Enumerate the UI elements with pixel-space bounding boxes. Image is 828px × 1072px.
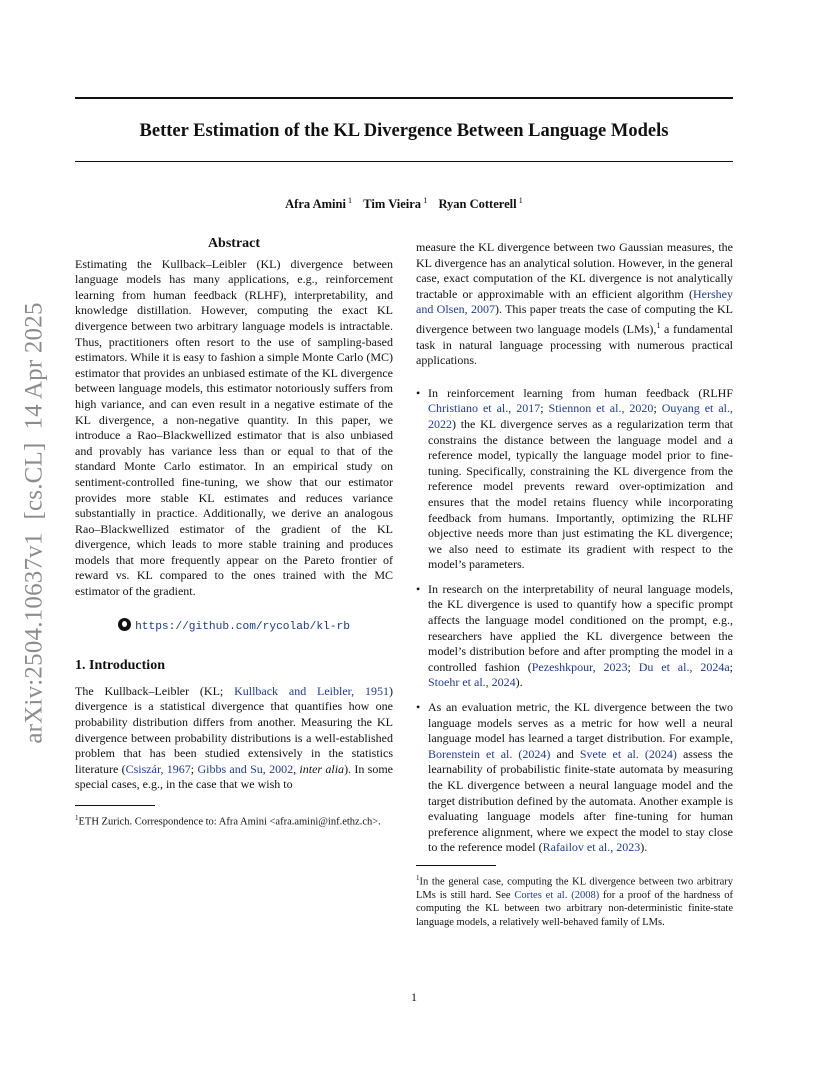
title-rule-top [75,97,733,99]
italic-text: inter alia [299,761,345,776]
text-run: As an evaluation metric, the KL divergence between the two language models serves as a metric for how well a neural language model has learned a target distribution. For example, [428,700,733,746]
arxiv-stamp-text: arXiv:2504.10637v1 [cs.CL] 14 Apr 2025 [21,302,49,744]
footnote-rule [75,805,155,806]
text-run: ). In some special cases, e.g., in the case that we wish to [75,761,394,792]
citation-link[interactable]: Ouyang et al., 2022 [428,401,733,431]
abstract-text: Estimating the Kullback–Leibler (KL) divergence between language models has many applications, e.g., reinforcement learning from human feedback (RLHF), interpretability, and knowledge distillation. However, computing the exact KL divergence between two arbitrary language models is intractable. Thus, practitioners often resort to the use of sampling-based estimators. While it is easy to fashion a simple Monte Carlo (MC) estimator that provides an unbiased estimate of the KL divergence between language models, this estimator notoriously suffers from high variance, and can even result in a negative estimate of the KL divergence, a non-negative quantity. In this paper, we introduce a Rao–Blackwellized estimator that is also unbiased and provably has variance less than or equal to that of the standard Monte Carlo estimator. In an empirical study on sentiment-controlled fine-tuning, we show that our estimator provides more stable KL estimates and reduces variance substantially in practice. Additionally, we derive an analogous Rao–Blackwellized estimator of the gradient of the KL divergence, which leads to more stable training and produces models that more frequently appear on the Pareto frontier of reward vs. KL compared to the ones trained with the MC estimator of the gradient. [75,256,393,599]
citation-link[interactable]: Pezeshkpour, 2023 [531,659,628,674]
intro-paragraph [75,684,393,793]
intro-paragraph-continued [416,240,733,369]
footnote-mark: 1 [75,814,79,822]
author-name: Ryan Cotterell [438,197,517,211]
text-run: a fundamental task in natural language processing with numerous practical applications. [416,321,733,368]
text-run: assess the learnability of probabilistic finite-state automata by measuring the KL divergence between a neural language model and the target distribution defined by the automata. Another example is evaluating language models after fine-tuning for human preference alignment, where we expect the model to stay close to the reference model ( [428,746,733,855]
footnote-text: In the general case, computing the KL divergence between two arbitrary LMs is still hard. See [416,876,733,901]
page-number: 1 [411,990,417,1004]
footnote-marker[interactable]: 1 [656,320,661,330]
github-icon [118,618,131,631]
code-link[interactable] [75,618,393,636]
arxiv-stamp [23,288,47,758]
author-affiliation: 1 [518,195,523,205]
footnote-mark: 1 [416,873,420,882]
application-list [416,386,733,856]
text-run: ; [729,659,734,674]
citation-link[interactable]: Hershey and Olsen, 2007 [416,286,733,317]
text-run: ) the KL divergence serves as a regularization term that constrains the distance between the language model and a reference model, typically the language model prior to fine-tuning. Specifically, constraining the KL divergence from the reference model prevents reward over-optimization and ensures that the model retains fluency while incorporating feedback from humans. Importantly, optimizing the RLHF objective needs more than just estimating the KL divergence; we also need to estimate its gradient with respect to the model’s parameters. [428,416,733,572]
list-item [416,386,733,573]
citation-link[interactable]: Svete et al. (2024) [579,746,677,761]
text-run: ). This paper treats the case of computing the KL divergence between two language models (LMs), [416,302,733,336]
author-name: Tim Vieira [363,197,422,211]
text-run: ) divergence is a statistical divergence that quantifies how one probability distribution differs from another. Measuring the KL divergence between probability distributions is a well-established problem that has been studied extensively in the statistics literature ( [75,683,393,776]
citation-link[interactable]: Csiszár, 1967 [125,761,191,776]
paper-title: Better Estimation of the KL Divergence Between Language Models [139,121,669,141]
left-column [75,236,393,829]
text-run: ). [640,840,648,855]
title-rule-bottom [75,161,733,162]
footnote-kl-hardness [416,872,733,930]
footnote-text: for a proof of the hardness of computing the KL between two arbitrary non-deterministic finite-state language models, a relatively well-behaved family of LMs. [416,889,733,928]
section-heading-introduction: 1. Introduction [75,658,165,674]
author [363,191,427,213]
citation-link[interactable]: Rafailov et al., 2023 [542,840,641,855]
citation-link[interactable]: Kullback and Leibler, 1951 [234,683,389,698]
author [285,191,352,213]
list-item [416,700,733,856]
text-run: The Kullback–Leibler (KL; [75,683,235,698]
author-name: Afra Amini [285,197,346,211]
citation-link[interactable]: Stiennon et al., 2020 [548,401,654,416]
citation-link[interactable]: Cortes et al. (2008) [514,889,600,901]
citation-link[interactable]: Du et al., 2024a [638,659,730,674]
author [438,191,522,213]
abstract-heading: Abstract [207,236,261,251]
citation-link[interactable]: Christiano et al., 2017 [428,401,541,416]
footnote-affiliation [75,812,393,829]
text-run: and [550,746,580,761]
text-run: In reinforcement learning from human feedback (RLHF [428,385,733,400]
code-link-url[interactable]: https://github.com/rycolab/kl-rb [135,620,350,633]
text-run: In research on the interpretability of neural language models, the KL divergence is used to quantify how a specific prompt affects the language model conditioned on the prompt, e.g., researchers have applied the KL divergence between the model’s distribution before and after prompting the model in a controlled fashion ( [428,581,733,674]
author-list [75,191,733,213]
text-run: ; [627,659,639,674]
citation-link[interactable]: Gibbs and Su, 2002 [197,761,294,776]
footnote-text: ETH Zurich. Correspondence to: Afra Amini <afra.amini@inf.ethz.ch>. [78,816,381,828]
text-run: , [293,761,300,776]
text-run: measure the KL divergence between two Gaussian measures, the KL divergence has an analytical solution. However, in the general case, exact computation of the KL divergence is not analytically tractable or approximable with an efficient algorithm ( [416,240,733,301]
footnote-rule [416,865,496,866]
author-affiliation: 1 [347,195,353,205]
text-run: ; [653,401,662,416]
citation-link[interactable]: Borenstein et al. (2024) [428,746,551,761]
text-run: ; [540,401,549,416]
author-affiliation: 1 [423,195,428,205]
text-run: ; [190,761,198,776]
text-run: ). [515,675,523,690]
citation-link[interactable]: Stoehr et al., 2024 [428,675,516,690]
list-item [416,582,733,691]
right-column [416,240,733,929]
